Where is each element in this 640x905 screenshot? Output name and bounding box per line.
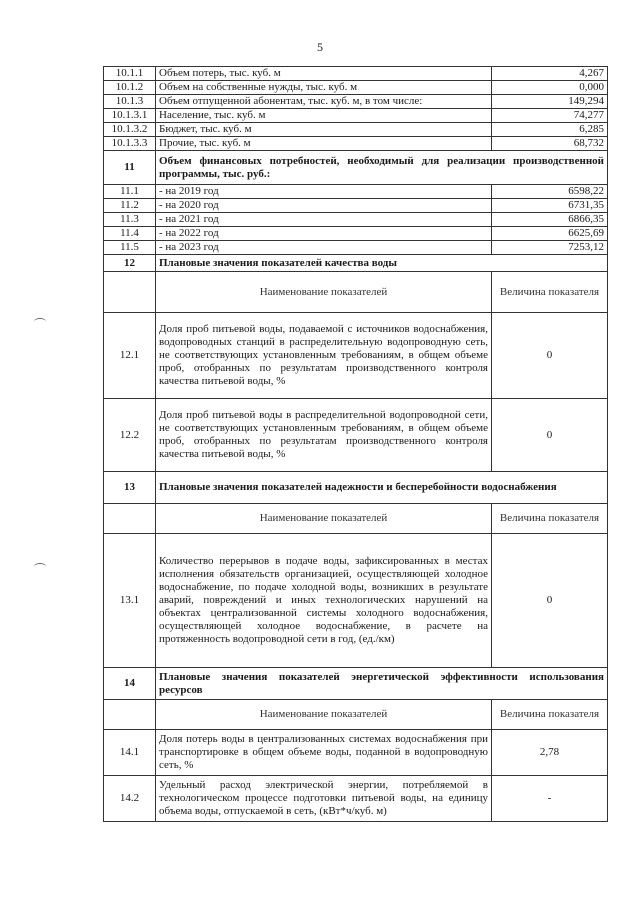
row-name: Доля потерь воды в централизованных системах водоснабжения при транспортировке в общем объеме воды, поданной в водопроводную сеть, % (156, 730, 492, 776)
row-number: 10.1.3.3 (104, 137, 156, 151)
table-row (104, 227, 608, 241)
table-row (104, 199, 608, 213)
row-name: Население, тыс. куб. м (156, 109, 492, 123)
row-name: Прочие, тыс. куб. м (156, 137, 492, 151)
section-header-row (104, 255, 608, 272)
row-name: Объем потерь, тыс. куб. м (156, 67, 492, 81)
column-header-value: Величина показателя (492, 504, 608, 534)
section-header-row (104, 668, 608, 700)
row-number: 10.1.3.1 (104, 109, 156, 123)
column-header-name: Наименование показателей (156, 700, 492, 730)
row-number: 14.2 (104, 776, 156, 822)
row-value: 0,000 (492, 81, 608, 95)
column-header-name: Наименование показателей (156, 272, 492, 313)
row-name: Доля проб питьевой воды, подаваемой с источников водоснабжения, водопроводных станций в распределительную водопроводную сеть, не соответствующих установленным требованиям, в общем объеме проб, отобранных по результатам производственного контроля качества питьевой воды, % (156, 313, 492, 399)
table-row (104, 81, 608, 95)
row-value: 68,732 (492, 137, 608, 151)
table-row (104, 137, 608, 151)
section-title: Плановые значения показателей энергетической эффективности использования ресурсов (156, 668, 608, 700)
section-header-row (104, 472, 608, 504)
row-number: 10.1.1 (104, 67, 156, 81)
page-number: 5 (317, 40, 323, 54)
empty-cell (104, 504, 156, 534)
row-name: Бюджет, тыс. куб. м (156, 123, 492, 137)
empty-cell (104, 700, 156, 730)
row-name: Количество перерывов в подаче воды, зафиксированных в местах исполнения обязательств организацией, осуществляющей холодное водоснабжение, по подаче холодной воды, возникших в результате аварий, повреждений и иных технологических нарушений на объектах централизованной системы холодного водоснабжения, осуществляющей холодное водоснабжение, в расчете на протяженность водопроводной сети в год, (ед./км) (156, 534, 492, 668)
section-title: Плановые значения показателей качества воды (156, 255, 608, 272)
row-name: Объем на собственные нужды, тыс. куб. м (156, 81, 492, 95)
row-number: 12.1 (104, 313, 156, 399)
table-row (104, 123, 608, 137)
table-row (104, 95, 608, 109)
row-value: 7253,12 (492, 241, 608, 255)
row-number: 11.1 (104, 185, 156, 199)
row-value: 6598,22 (492, 185, 608, 199)
row-value: 6866,35 (492, 213, 608, 227)
row-number: 14.1 (104, 730, 156, 776)
table-row (104, 730, 608, 776)
row-value: 6625,69 (492, 227, 608, 241)
table-row (104, 185, 608, 199)
section-title: Плановые значения показателей надежности и бесперебойности водоснабжения (156, 472, 608, 504)
row-name: - на 2021 год (156, 213, 492, 227)
table-row (104, 313, 608, 399)
section-header-row (104, 151, 608, 185)
section-number: 13 (104, 472, 156, 504)
column-header-row (104, 272, 608, 313)
margin-mark (34, 318, 46, 325)
section-number: 12 (104, 255, 156, 272)
column-header-row (104, 700, 608, 730)
row-number: 11.5 (104, 241, 156, 255)
row-value: - (492, 776, 608, 822)
row-value: 0 (492, 313, 608, 399)
row-value: 2,78 (492, 730, 608, 776)
row-value: 6731,35 (492, 199, 608, 213)
row-number: 13.1 (104, 534, 156, 668)
row-number: 12.2 (104, 399, 156, 472)
row-value: 6,285 (492, 123, 608, 137)
column-header-name: Наименование показателей (156, 504, 492, 534)
row-value: 149,294 (492, 95, 608, 109)
table-row (104, 399, 608, 472)
column-header-value: Величина показателя (492, 700, 608, 730)
table-row (104, 534, 608, 668)
row-name: - на 2019 год (156, 185, 492, 199)
row-name: Объем отпущенной абонентам, тыс. куб. м, в том числе: (156, 95, 492, 109)
row-number: 10.1.3.2 (104, 123, 156, 137)
production-program-table (103, 66, 608, 822)
table-row (104, 67, 608, 81)
section-number: 11 (104, 151, 156, 185)
row-number: 11.2 (104, 199, 156, 213)
table-row (104, 776, 608, 822)
row-value: 0 (492, 399, 608, 472)
table-row (104, 213, 608, 227)
table-row (104, 109, 608, 123)
margin-mark (34, 563, 46, 570)
row-number: 11.4 (104, 227, 156, 241)
row-value: 74,277 (492, 109, 608, 123)
row-number: 11.3 (104, 213, 156, 227)
row-number: 10.1.3 (104, 95, 156, 109)
row-name: - на 2022 год (156, 227, 492, 241)
row-name: - на 2023 год (156, 241, 492, 255)
empty-cell (104, 272, 156, 313)
section-title: Объем финансовых потребностей, необходимый для реализации производственной программы, тыс. руб.: (156, 151, 608, 185)
row-name: - на 2020 год (156, 199, 492, 213)
row-value: 0 (492, 534, 608, 668)
row-value: 4,267 (492, 67, 608, 81)
row-name: Доля проб питьевой воды в распределительной водопроводной сети, не соответствующих установленным требованиям, в общем объеме проб, отобранных по результатам производственного контроля качества питьевой воды, % (156, 399, 492, 472)
column-header-row (104, 504, 608, 534)
column-header-value: Величина показателя (492, 272, 608, 313)
row-name: Удельный расход электрической энергии, потребляемой в технологическом процессе подготовки питьевой воды, на единицу объема воды, отпускаемой в сеть, (кВт*ч/куб. м) (156, 776, 492, 822)
row-number: 10.1.2 (104, 81, 156, 95)
table-row (104, 241, 608, 255)
section-number: 14 (104, 668, 156, 700)
